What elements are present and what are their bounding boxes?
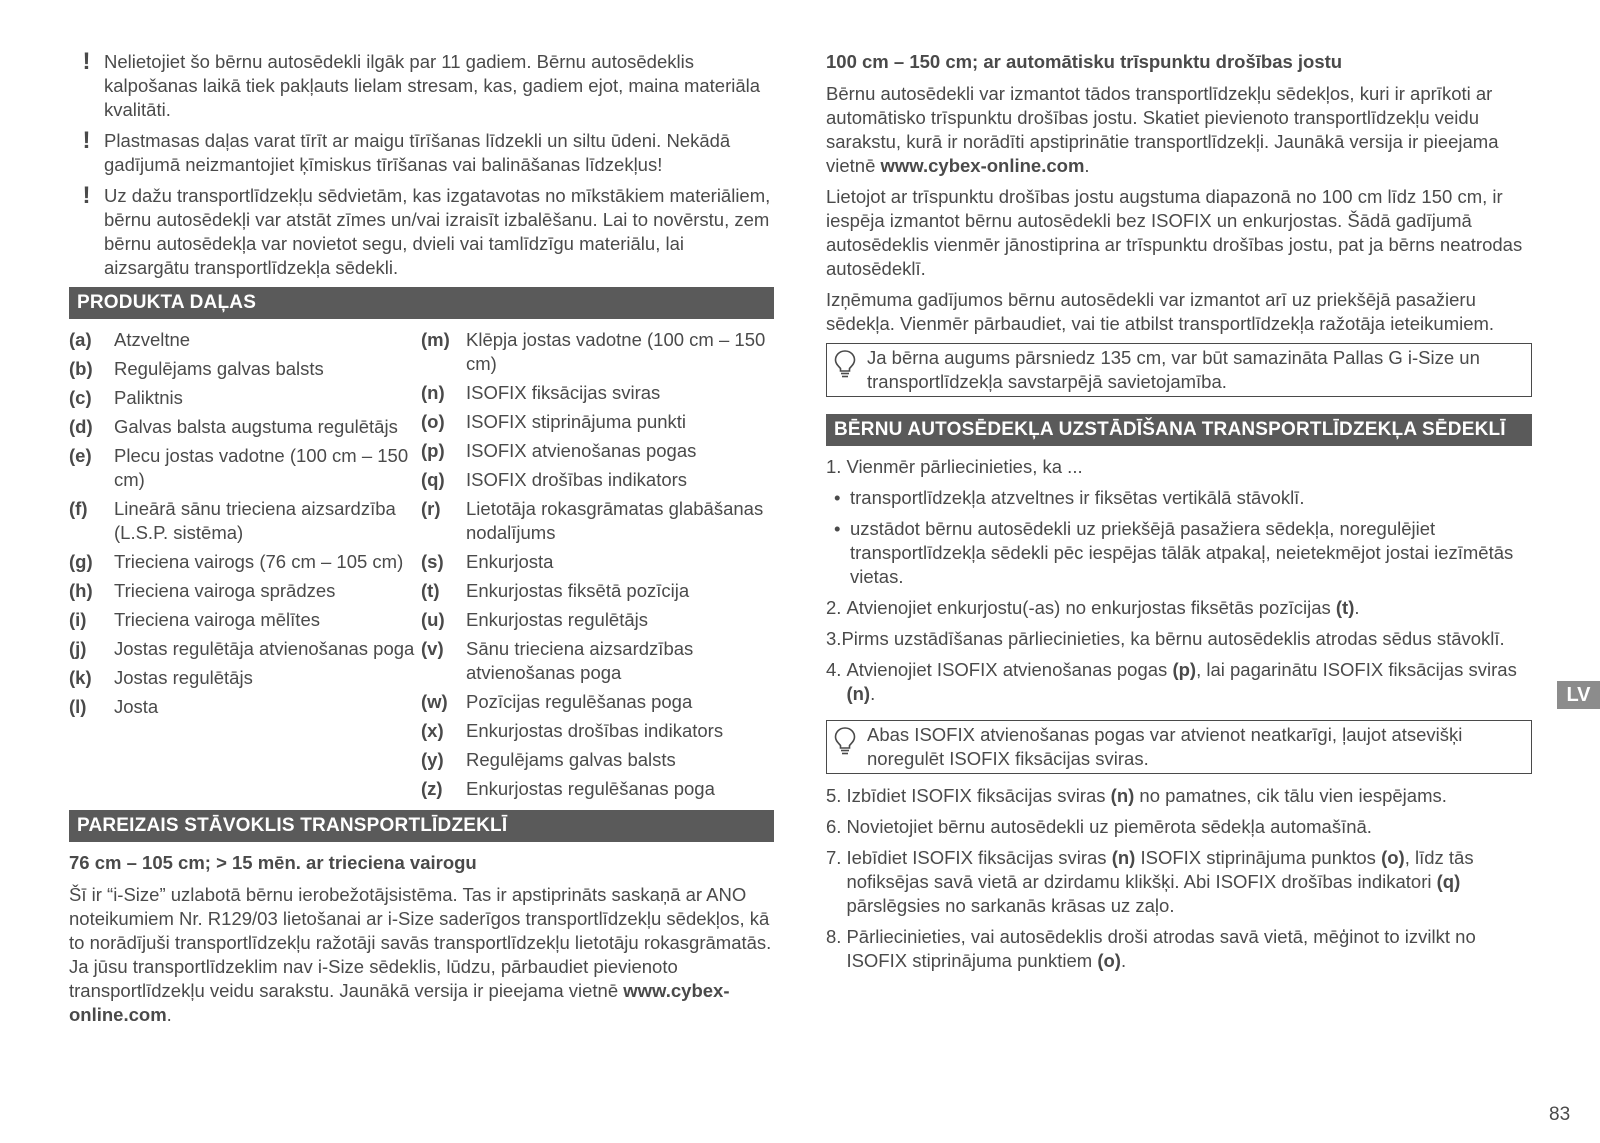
paragraph-text: Šī ir “i-Size” uzlabotā bērnu ierobežotājsistēma. Tas ir apstiprināts saskaņā ar ANO noteikumiem Nr. R129/03 lietošanai ar i-Size saderīgos transportlīdzekļu sēdekļos, kā to norādījuši transportlīdzekļu ražotāji savās transportlīdzekļu lietotāju rokasgrāmatās. Ja jūsu transportlīdzeklim nav i-Size sēdeklis, lūdzu, pārbaudiet pievienoto transportlīdzekļu veidu sarakstu. Jaunākā versija ir pieejama vietnē bbox=[69, 884, 772, 1001]
step-item bbox=[826, 658, 1532, 706]
part-letter: (l) bbox=[69, 696, 87, 717]
step-body: , līdz tās nofiksējas savā vietā ar dzirdamu klikšķi. Abi ISOFIX drošības indikatori bbox=[846, 847, 1474, 892]
part-name: ISOFIX atvienošanas pogas bbox=[466, 440, 697, 461]
part-name: Paliktnis bbox=[114, 387, 183, 408]
step-item bbox=[826, 784, 1532, 808]
part-ref: (o) bbox=[1381, 847, 1405, 868]
part-item bbox=[421, 748, 774, 772]
website-link: www.cybex-online.com bbox=[69, 980, 730, 1025]
part-name: Enkurjostas regulētājs bbox=[466, 609, 649, 630]
lightbulb-icon bbox=[833, 723, 867, 771]
parts-column-right bbox=[421, 328, 774, 806]
part-letter: (r) bbox=[421, 498, 441, 519]
step-number: 2. bbox=[826, 597, 842, 618]
parts-column-left bbox=[69, 328, 421, 806]
part-item bbox=[69, 444, 421, 492]
warning-item bbox=[69, 184, 774, 280]
lightbulb-icon bbox=[833, 346, 867, 394]
part-letter: (u) bbox=[421, 609, 445, 630]
part-item bbox=[421, 579, 774, 603]
part-letter: (m) bbox=[421, 329, 450, 350]
exclamation-icon: ! bbox=[82, 182, 91, 209]
part-item bbox=[421, 468, 774, 492]
part-letter: (i) bbox=[69, 609, 87, 630]
part-name: Enkurjostas fiksētā pozīcija bbox=[466, 580, 690, 601]
step-text bbox=[846, 784, 1532, 808]
position-subheading: 76 cm – 105 cm; > 15 mēn. ar trieciena vairogu bbox=[69, 852, 477, 873]
step-end: . bbox=[1120, 950, 1127, 971]
step-text bbox=[846, 925, 1532, 973]
step-body: Pārliecinieties, vai autosēdeklis droši atrodas savā vietā, mēģinot to izvilkt no ISOFIX stiprinājuma punktiem bbox=[846, 926, 1476, 971]
part-name: Enkurjostas drošības indikators bbox=[466, 720, 724, 741]
part-ref: (t) bbox=[1335, 597, 1355, 618]
left-column bbox=[69, 50, 774, 1034]
part-ref: (o) bbox=[1097, 950, 1121, 971]
section-heading-installation: BĒRNU AUTOSĒDEKĻA UZSTĀDĪŠANA TRANSPORTLĪDZEKĻA SĒDEKLĪ bbox=[826, 414, 1532, 446]
seatbelt-subheading: 100 cm – 150 cm; ar automātisku trīspunktu drošības jostu bbox=[826, 51, 1343, 72]
step-body: Atvienojiet enkurjostu(-as) no enkurjostas fiksētās pozīcijas bbox=[846, 597, 1336, 618]
step-text: Novietojiet bērnu autosēdekli uz piemērota sēdekļa automašīnā. bbox=[846, 816, 1372, 837]
position-paragraph bbox=[69, 883, 774, 1027]
part-name: ISOFIX fiksācijas sviras bbox=[466, 382, 661, 403]
part-letter: (h) bbox=[69, 580, 93, 601]
step-text: Vienmēr pārliecinieties, ka ... bbox=[846, 456, 1083, 477]
part-item bbox=[69, 550, 421, 574]
part-letter: (d) bbox=[69, 416, 93, 437]
part-item bbox=[69, 386, 421, 410]
part-name: Trieciena vairogs (76 cm – 105 cm) bbox=[114, 551, 404, 572]
part-name: Josta bbox=[114, 696, 159, 717]
bullet-icon: • bbox=[834, 487, 841, 508]
part-letter: (t) bbox=[421, 580, 440, 601]
part-name: Enkurjostas regulēšanas poga bbox=[466, 778, 715, 799]
bullet-text: transportlīdzekļa atzveltnes ir fiksētas vertikālā stāvoklī. bbox=[850, 487, 1305, 508]
step-body: , lai pagarinātu ISOFIX fiksācijas sviras bbox=[1196, 659, 1517, 680]
part-name: Trieciena vairoga mēlītes bbox=[114, 609, 320, 630]
paragraph-end: . bbox=[166, 1004, 172, 1025]
step-item bbox=[826, 596, 1532, 620]
step-body: Izbīdiet ISOFIX fiksācijas sviras bbox=[846, 785, 1111, 806]
step-text: Pirms uzstādīšanas pārliecinieties, ka bērnu autosēdeklis atrodas sēdus stāvoklī. bbox=[841, 628, 1505, 649]
tip-box bbox=[826, 343, 1532, 397]
part-letter: (o) bbox=[421, 411, 445, 432]
part-item bbox=[69, 415, 421, 439]
step-end: . bbox=[870, 683, 876, 704]
step-item bbox=[826, 627, 1532, 651]
part-name: Regulējams galvas balsts bbox=[466, 749, 676, 770]
tip-text: Ja bērna augums pārsniedz 135 cm, var būt samazināta Pallas G i-Size un transportlīdzekļa savstarpējā savietojamība. bbox=[867, 347, 1480, 392]
part-item bbox=[69, 608, 421, 632]
part-item bbox=[421, 690, 774, 714]
part-name: Galvas balsta augstuma regulētājs bbox=[114, 416, 398, 437]
part-letter: (p) bbox=[421, 440, 445, 461]
bullet-item bbox=[826, 517, 1532, 589]
part-name: Enkurjosta bbox=[466, 551, 554, 572]
part-letter: (x) bbox=[421, 720, 444, 741]
part-name: Atzveltne bbox=[114, 329, 191, 350]
step-end: no pamatnes, cik tālu vien iespējams. bbox=[1134, 785, 1447, 806]
step-item bbox=[826, 846, 1532, 918]
part-letter: (g) bbox=[69, 551, 93, 572]
step-number: 7. bbox=[826, 847, 842, 868]
seatbelt-paragraph-3: Izņēmuma gadījumos bērnu autosēdekli var izmantot arī uz priekšējā pasažieru sēdekļa. Vienmēr pārbaudiet, vai tie atbilst transportlīdzekļa ražotāja ieteikumiem. bbox=[826, 289, 1495, 334]
part-name: Lietotāja rokasgrāmatas glabāšanas nodalījums bbox=[466, 498, 764, 543]
step-number: 4. bbox=[826, 659, 842, 680]
part-item bbox=[69, 357, 421, 381]
part-name: Trieciena vairoga sprādzes bbox=[114, 580, 336, 601]
bullet-text: uzstādot bērnu autosēdekli uz priekšējā pasažiera sēdekļa, noregulējiet transportlīdzekļa sēdekli pēc iespējas tālāk atpakaļ, neietekmējot jostai iezīmētās vietas. bbox=[850, 518, 1514, 587]
part-letter: (z) bbox=[421, 778, 443, 799]
part-letter: (k) bbox=[69, 667, 92, 688]
step-number: 8. bbox=[826, 926, 842, 947]
part-name: Klēpja jostas vadotne (100 cm – 150 cm) bbox=[466, 329, 766, 374]
part-letter: (y) bbox=[421, 749, 444, 770]
part-name: Sānu trieciena aizsardzības atvienošanas poga bbox=[466, 638, 694, 683]
step-text bbox=[846, 596, 1532, 620]
part-ref: (n) bbox=[846, 683, 871, 704]
exclamation-icon: ! bbox=[82, 127, 91, 154]
part-name: Regulējams galvas balsts bbox=[114, 358, 324, 379]
part-item bbox=[69, 666, 421, 690]
website-link: www.cybex-online.com bbox=[880, 155, 1085, 176]
part-letter: (b) bbox=[69, 358, 93, 379]
part-ref: (n) bbox=[1110, 785, 1135, 806]
part-item bbox=[69, 497, 421, 545]
part-item bbox=[69, 328, 421, 352]
step-item bbox=[826, 455, 1532, 479]
part-letter: (a) bbox=[69, 329, 92, 350]
part-letter: (s) bbox=[421, 551, 444, 572]
page-number: 83 bbox=[1549, 1104, 1571, 1125]
part-letter: (j) bbox=[69, 638, 87, 659]
step-number: 6. bbox=[826, 816, 842, 837]
language-tab: LV bbox=[1557, 681, 1600, 709]
part-name: Lineārā sānu trieciena aizsardzība (L.S.P. sistēma) bbox=[114, 498, 396, 543]
part-ref: (q) bbox=[1436, 871, 1461, 892]
section-heading-parts: PRODUKTA DAĻAS bbox=[69, 287, 774, 319]
part-item bbox=[69, 695, 421, 719]
step-text bbox=[846, 846, 1532, 918]
part-name: Jostas regulētājs bbox=[114, 667, 253, 688]
part-ref: (n) bbox=[1111, 847, 1136, 868]
part-letter: (f) bbox=[69, 498, 88, 519]
step-item bbox=[826, 925, 1532, 973]
part-letter: (e) bbox=[69, 445, 92, 466]
part-item bbox=[69, 637, 421, 661]
step-body: ISOFIX stiprinājuma punktos bbox=[1135, 847, 1382, 868]
tip-text: Abas ISOFIX atvienošanas pogas var atvienot neatkarīgi, ļaujot atsevišķi noregulēt ISOFIX fiksācijas sviras. bbox=[867, 724, 1463, 769]
step-number: 5. bbox=[826, 785, 842, 806]
part-name: Pozīcijas regulēšanas poga bbox=[466, 691, 693, 712]
warning-item bbox=[69, 129, 774, 177]
part-letter: (c) bbox=[69, 387, 92, 408]
exclamation-icon: ! bbox=[82, 48, 91, 75]
part-name: ISOFIX stiprinājuma punkti bbox=[466, 411, 687, 432]
part-name: Plecu jostas vadotne (100 cm – 150 cm) bbox=[114, 445, 409, 490]
part-item bbox=[69, 579, 421, 603]
step-end: . bbox=[1354, 597, 1360, 618]
warning-text: Nelietojiet šo bērnu autosēdekli ilgāk par 11 gadiem. Bērnu autosēdeklis kalpošanas laikā tiek pakļauts lielam stresam, kas, gadiem ejot, maina materiāla kvalitāti. bbox=[104, 51, 761, 120]
step-text bbox=[846, 658, 1532, 706]
warning-text: Plastmasas daļas varat tīrīt ar maigu tīrīšanas līdzekli un siltu ūdeni. Nekādā gadījumā neizmantojiet ķīmiskus tīrīšanas vai balināšanas līdzekļus! bbox=[104, 130, 731, 175]
paragraph-end: . bbox=[1084, 155, 1090, 176]
part-name: Jostas regulētāja atvienošanas poga bbox=[114, 638, 415, 659]
part-letter: (v) bbox=[421, 638, 444, 659]
part-name: ISOFIX drošības indikators bbox=[466, 469, 688, 490]
step-item bbox=[826, 815, 1532, 839]
tip-box bbox=[826, 720, 1532, 774]
bullet-item bbox=[826, 486, 1532, 510]
step-number: 1. bbox=[826, 456, 842, 477]
part-item bbox=[421, 410, 774, 434]
step-end: pārslēgsies no sarkanās krāsas uz zaļo. bbox=[846, 895, 1175, 916]
part-item bbox=[421, 719, 774, 743]
part-item bbox=[421, 381, 774, 405]
part-letter: (w) bbox=[421, 691, 448, 712]
part-item bbox=[421, 777, 774, 801]
part-item bbox=[421, 439, 774, 463]
part-item bbox=[421, 328, 774, 376]
part-item bbox=[421, 497, 774, 545]
part-letter: (q) bbox=[421, 469, 445, 490]
part-letter: (n) bbox=[421, 382, 445, 403]
step-body: Atvienojiet ISOFIX atvienošanas pogas bbox=[846, 659, 1173, 680]
warning-item bbox=[69, 50, 774, 122]
parts-list bbox=[69, 328, 774, 806]
part-item bbox=[421, 637, 774, 685]
part-item bbox=[421, 550, 774, 574]
warning-text: Uz dažu transportlīdzekļu sēdvietām, kas izgatavotas no mīkstākiem materiāliem, bērnu autosēdekļi var atstāt zīmes un/vai izraisīt izbalēšanu. Lai to novērstu, zem bērnu autosēdekļa var novietot segu, dvieli vai tamlīdzīgu materiālu, lai aizsargātu transportlīdzekļa sēdekli. bbox=[104, 185, 771, 278]
section-heading-position: PAREIZAIS STĀVOKLIS TRANSPORTLĪDZEKLĪ bbox=[69, 810, 774, 842]
part-item bbox=[421, 608, 774, 632]
seatbelt-paragraph-1 bbox=[826, 82, 1532, 178]
bullet-icon: • bbox=[834, 518, 841, 539]
seatbelt-paragraph-2: Lietojot ar trīspunktu drošības jostu augstuma diapazonā no 100 cm līdz 150 cm, ir iespēja izmantot bērnu autosēdekli bez ISOFIX un enkurjostas. Šādā gadījumā autosēdeklis vienmēr jānostiprina ar trīspunktu drošības jostu, pat ja bērns neatrodas autosēdeklī. bbox=[826, 186, 1523, 279]
part-ref: (p) bbox=[1172, 659, 1197, 680]
step-number: 3. bbox=[826, 628, 842, 649]
paragraph-text: Bērnu autosēdekli var izmantot tādos transportlīdzekļu sēdekļos, kuri ir aprīkoti ar automātisko trīspunktu drošības jostu. Skatiet pievienoto transportlīdzekļu veidu sarakstu, kurā ir norādīti apstiprinātie transportlīdzekļi. Jaunākā versija ir pieejama vietnē bbox=[826, 83, 1499, 176]
right-column bbox=[826, 50, 1532, 980]
step-body: Iebīdiet ISOFIX fiksācijas sviras bbox=[846, 847, 1112, 868]
